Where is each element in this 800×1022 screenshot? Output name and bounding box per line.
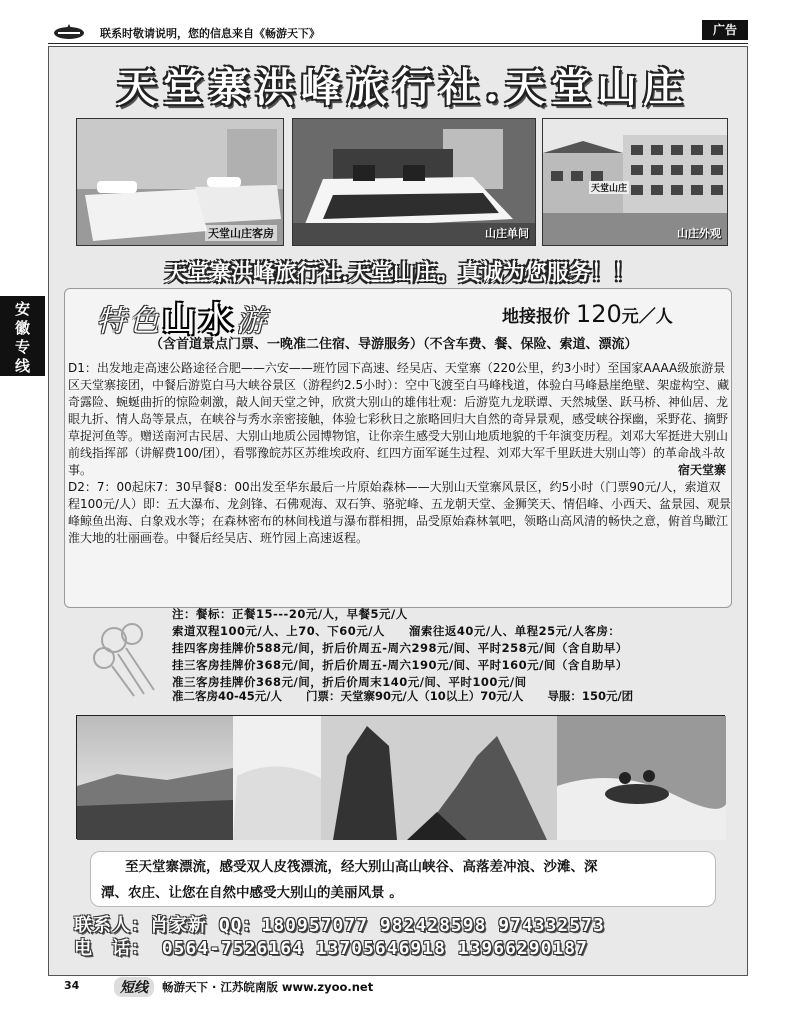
contact-person: 联系人：肖家新 QQ：180957077 982428598 974332573 <box>74 915 605 936</box>
rafting-line-2: 潭、农庄、让您在自然中感受大别山的美丽风景 。 <box>101 885 403 901</box>
side-tab-char: 徽 <box>14 319 30 337</box>
ad-tag: 广告 <box>702 20 748 40</box>
fee-double-room: 准二客房40-45元/人 <box>172 689 282 703</box>
photo-caption: 山庄单间 <box>485 227 529 240</box>
photo-caption: 山庄外观 <box>677 227 721 240</box>
note-line: 准三客房挂牌价368元/间，折后价周末140元/间、平时100元/间 <box>172 675 527 689</box>
price-notes <box>172 606 628 691</box>
side-tab-anhui-line <box>0 296 45 376</box>
itinerary-day-2: D2：7：00起床7：30早餐8：00出发至华东最后一片原始森林——大别山天堂寨风景区，约5小时（门票90元/人，索道双程100元/人）即：五大瀑布、龙剑锋、石佛观海、双石笋、骆驼峰、五龙朝天堂、金狮笑天、情侣峰、小西天、盆景园、观景峰鲸鱼出海、白象戏水等；在森林密布的林间栈道与瀑布群相拥，品受原始森林氧吧，领略山高风清的畅快之意，俯首鸟瞰江淮大地的壮丽画卷。中餐后经吴店、班竹园上高速返程。 <box>68 480 731 545</box>
flower-decoration-icon <box>74 610 166 700</box>
day1-text: D1：出发地走高速公路途径合肥——六安——班竹园下高速、经吴店、天堂寨（220公里，约3小时）至国家AAAA级旅游景区天堂寨接团，中餐后游览白马大峡谷景区（游程约2.5小时）：空中飞渡至白马峰栈道，体验白马峰悬崖绝壁、架虚构空、藏奇露险、蜿蜒曲折的惊险刺激，敲人间天堂之钟，欣赏大别山的雄伟壮观：后游览九龙联谭、天然城堡、跃马桥、神仙居、龙眼九折、情人岛等景点，在峡谷与秀水亲密接触，体验七彩秋日之旅略回归大自然的奇异景观，感受峡谷探幽，采野花、摘野草捉河鱼等。赠送南河古民居、大别山地质公园博物馆，让你亲生感受大别山地质地貌的千年演变历程。刘邓大军挺进大别山前线指挥部（讲解费100/团），看鄂豫皖苏区苏维埃政府、红四方面军诞生过程、刘邓大军千里跃进大别山等）的革命战斗故事。 <box>68 361 730 477</box>
price-quote <box>502 300 673 328</box>
page-number: 34 <box>64 979 80 992</box>
price-value: 120 <box>575 300 622 328</box>
contact-block <box>74 914 605 960</box>
magazine-logo-icon <box>52 24 86 40</box>
tour-title-main: 山水 <box>162 300 236 340</box>
page-footer <box>48 978 748 994</box>
section-tag: 短线 <box>114 977 154 997</box>
source-note: 联系时敬请说明，您的信息来自《畅游天下》 <box>100 27 320 40</box>
itinerary <box>68 360 732 547</box>
side-tab-char: 专 <box>14 338 30 356</box>
photo-single-room <box>292 118 536 246</box>
note-line: 挂四客房挂牌价588元/间，折后价周五-周六298元/间、平时258元/间（含自助早） <box>172 641 628 655</box>
itinerary-day-1 <box>68 360 732 479</box>
day1-stay: 宿天堂寨 <box>677 463 726 477</box>
photo-exterior <box>542 118 728 246</box>
note-line: 索道双程100元/人、上70、下60元/人 溜索往返40元/人、单程25元/人客房： <box>172 624 621 638</box>
side-tab-char: 安 <box>14 300 30 318</box>
scenery-photo-strip <box>76 715 725 839</box>
note-line: 注：餐标：正餐15---20元/人，早餐5元/人 <box>172 607 408 621</box>
tour-title-post: 游 <box>236 304 269 339</box>
publication-info: 畅游天下 · 江苏皖南版 www.zyoo.net <box>162 980 374 994</box>
note-line: 挂三客房挂牌价368元/间，折后价周五-周六190元/间、平时160元/间（含自助早） <box>172 658 628 672</box>
page-title: 天堂寨洪峰旅行社.天堂山庄 <box>117 64 689 111</box>
hotel-sign-text: 天堂山庄 <box>589 181 629 194</box>
rafting-promo <box>90 851 716 907</box>
tour-includes: （含首道景点门票、一晚准二住宿、导游服务）（不含车费、餐、保险、索道、漂流） <box>150 337 638 352</box>
fee-tickets: 门票：天堂寨90元/人（10以上）70元/人 <box>306 689 524 703</box>
scenery-images <box>77 716 726 840</box>
fee-guide: 导服：150元/团 <box>547 689 634 703</box>
rafting-line-1: 至天堂寨漂流，感受双人皮筏漂流，经大别山高山峡谷、高落差冲浪、沙滩、深 <box>125 859 598 875</box>
top-bar <box>48 22 748 44</box>
side-tab-char: 线 <box>14 357 30 375</box>
price-unit: 元／人 <box>621 307 673 327</box>
photo-guest-room <box>76 118 284 246</box>
price-label: 地接报价 <box>502 307 570 327</box>
tour-title-pre: 特色 <box>96 304 162 339</box>
photo-caption: 天堂山庄客房 <box>205 225 277 241</box>
contact-phone: 电 话： 0564-7526164 13705646918 13966290187 <box>74 938 588 959</box>
slogan: 天堂寨洪峰旅行社.天堂山庄。真诚为您服务！！ <box>165 260 635 286</box>
fees-line <box>172 688 732 704</box>
